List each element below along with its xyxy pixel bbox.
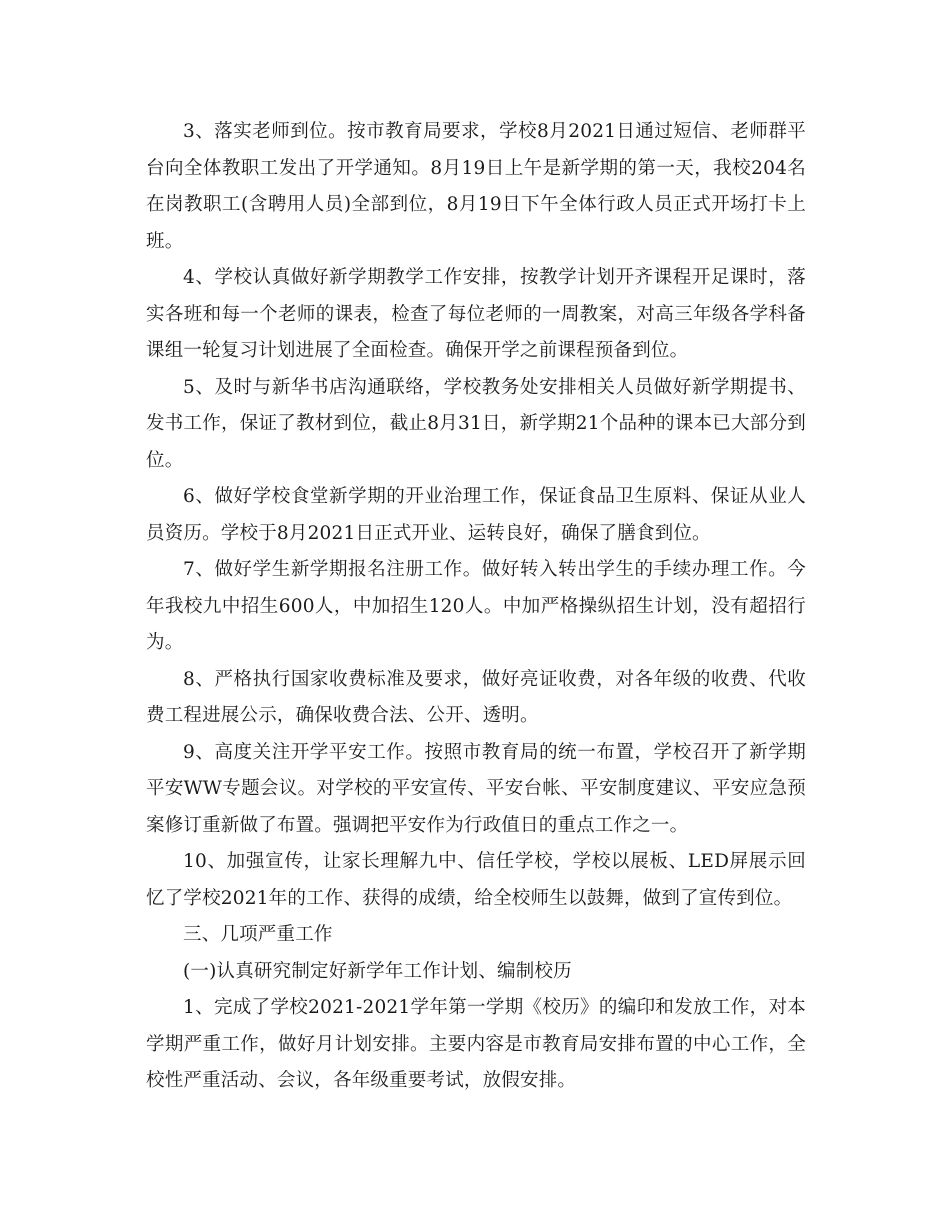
- document-body: [146, 114, 806, 1100]
- paragraph-item-4: 4、学校认真做好新学期教学工作安排，按教学计划开齐课程开足课时，落实各班和每一个老师的课表，检查了每位老师的一周教案，对高三年级各学科备课组一轮复习计划进展了全面检查。确保开学之前课程预备到位。: [146, 267, 806, 361]
- section-heading: 三、几项严重工作: [183, 924, 333, 945]
- paragraph-item-9: 9、高度关注开学平安工作。按照市教育局的统一布置，学校召开了新学期平安WW专题会议。对学校的平安宣传、平安台帐、平安制度建议、平安应急预案修订重新做了布置。强调把平安作为行政值日的重点工作之一。: [146, 741, 806, 836]
- paragraph-item-1: 1、完成了学校2021-2021学年第一学期《校历》的编印和发放工作，对本学期严重工作，做好月计划安排。主要内容是市教育局安排布置的中心工作，全校性严重活动、会议，各年级重要考试，放假安排。: [146, 997, 806, 1091]
- paragraph-item-8: 8、严格执行国家收费标准及要求，做好亮证收费，对各年级的收费、代收费工程进展公示，确保收费合法、公开、透明。: [146, 668, 806, 726]
- subsection-heading: (一)认真研究制定好新学年工作计划、编制校历: [183, 960, 572, 982]
- paragraph-item-7: 7、做好学生新学期报名注册工作。做好转入转出学生的手续办理工作。今年我校九中招生600人，中加招生120人。中加严格操纵招生计划，没有超招行为。: [146, 559, 806, 653]
- paragraph-item-6: 6、做好学校食堂新学期的开业治理工作，保证食品卫生原料、保证从业人员资历。学校于8月2021日正式开业、运转良好，确保了膳食到位。: [146, 486, 806, 544]
- paragraph-item-5: 5、及时与新华书店沟通联络，学校教务处安排相关人员做好新学期提书、发书工作，保证了教材到位，截止8月31日，新学期21个品种的课本已大部分到位。: [146, 376, 806, 471]
- paragraph-item-3: 3、落实老师到位。按市教育局要求，学校8月2021日通过短信、老师群平台向全体教职工发出了开学通知。8月19日上午是新学期的第一天，我校204名在岗教职工(含聘用人员)全部到位，8月19日下午全体行政人员正式开场打卡上班。: [146, 121, 806, 252]
- paragraph-item-10: 10、加强宣传，让家长理解九中、信任学校，学校以展板、LED屏展示回忆了学校2021年的工作、获得的成绩，给全校师生以鼓舞，做到了宣传到位。: [146, 851, 806, 909]
